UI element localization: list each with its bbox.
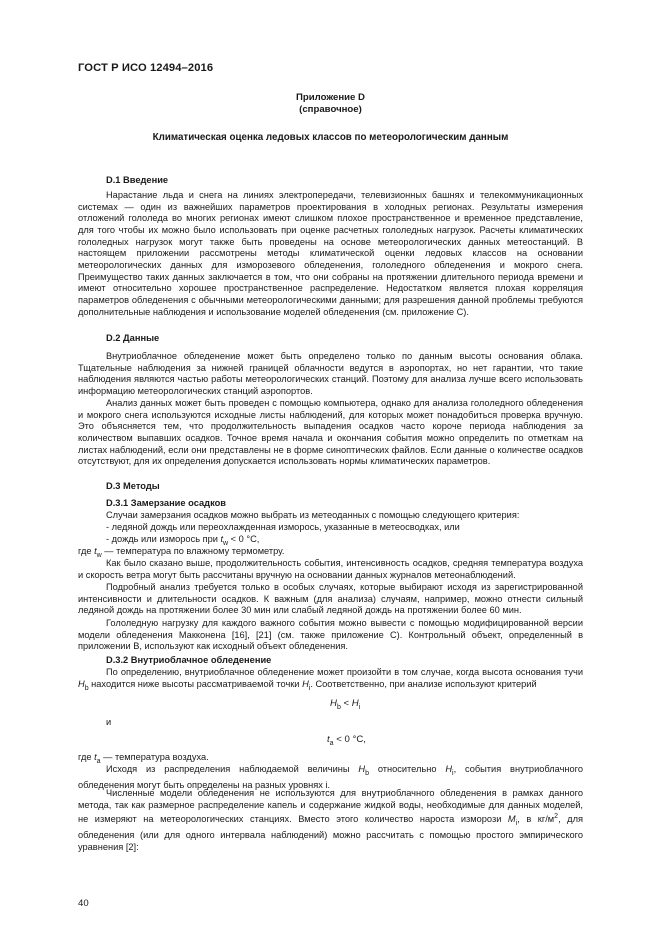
criteria-item-2: - дождь или изморось при $t_w < 0$ °С, [106, 534, 260, 547]
formula-air-temperature: $t_a < 0$ °С, [327, 734, 366, 747]
annex-kind: (справочное) [299, 104, 362, 115]
section-d1-paragraph: Нарастание льда и снега на линиях электропередачи, телевизионных башнях и телекоммуникационных системах — один из важнейших параметров проектирования в холодных регионах. Результаты измерения отложений гололеда во многих регионах имеют слишком плохое пространственное и временное представление, для того чтобы их можно было использовать при оценке расчетных гололедных нагрузок. Расчеты климатических гололедных нагрузок могут также быть проведены на основе метеорологических данных метеостанций. В настоящем приложении рассмотрены методы климатической оценки ледовых классов на основании метеорологических данных для изморозевого обледенения, гололедного обледенения и мокрого снега. Преимущество таких данных заключается в том, что они собраны на протяжении длительного периода времени и имеют относительно хорошее пространственное распределение. Недостатком является плохая корреляция параметров обледенения с обычными метеорологическими данными; для разрешения данной проблемы требуются дополнительные наблюдения и использование моделей обледенения (см. приложение С). [78, 190, 583, 317]
section-d2-paragraph-1: Внутриоблачное обледенение может быть определено только по данным высоты основания облака. Тщательные наблюдения за нижней границей облачности ведутся в аэропортах, но нет гарантии, что такие наблюдения являются частью работы метеорологических станций. Поэтому для анализа лучше всего использовать информацию метеорологических станций аэропортов. [78, 351, 583, 396]
conjunction-and: и [106, 717, 112, 727]
section-d31-heading: D.3.1 Замерзание осадков [106, 498, 226, 508]
formula-cloud-base: $H_b < H_i$ [330, 698, 361, 711]
section-d31-paragraph-3: Гололедную нагрузку для каждого важного события можно вывести с помощью модифицированной версии модели обледенения Макконена [16], [21] (см. также приложение С). Контрольный объект, определенный в приложении В, используют как исходный объект обледенения. [78, 618, 583, 652]
wet-bulb-definition: где $t_w$ — температура по влажному термометру. [78, 546, 285, 559]
annex-title: Приложение D [296, 92, 365, 103]
standard-code: ГОСТ Р ИСО 12494–2016 [78, 62, 214, 74]
annex-heading: Климатическая оценка ледовых классов по метеорологическим данным [152, 132, 509, 143]
section-d3-heading: D.3 Методы [106, 481, 160, 491]
section-d1-heading: D.1 Введение [106, 175, 169, 185]
page-number: 40 [78, 898, 89, 909]
criteria-intro: Случаи замерзания осадков можно выбрать из метеоданных с помощью следующего критерия: [106, 510, 520, 520]
section-d2-heading: D.2 Данные [106, 333, 160, 343]
criteria-item-1: - ледяной дождь или переохлажденная изморось, указанные в метеосводках, или [106, 522, 460, 532]
section-d2-paragraph-2: Анализ данных может быть проведен с помощью компьютера, однако для анализа гололедного обледенения и мокрого снега используются исходные листы наблюдений, для которых может понадобиться проверка вручную. Это объясняется тем, что продолжительность выпадения осадков часто короче периода наблюдения за количеством выпавших осадков. Точное время начала и окончания события можно определить по отметкам на листах наблюдений, если они представлены не в форме синоптических файлов. Если данные о количестве осадков отсутствуют, для их определения допускается использовать нормы климатических параметров. [78, 398, 583, 467]
section-d32-paragraph-2: Исходя из распределения наблюдаемой величины $H_b$ относительно $H_i$, события внутриоблачного обледенения могут быть определены на разных уровнях i. [78, 764, 583, 790]
section-d32-heading: D.3.2 Внутриоблачное обледенение [106, 655, 272, 665]
section-d32-paragraph-3: Численные модели обледенения не используются для внутриоблачного обледенения в рамках данного метода, так как размерное распределение капель и содержание жидкой воды, необходимые для данных моделей, не измеряют на метеорологических станциях. Вместо этого количество нароста изморози $M_i$, в $кг/м^2$, для обледенения (или для одного интервала наблюдений) можно рассчитать с помощью простого эмпирического уравнения [2]: [78, 788, 583, 852]
section-d32-paragraph-1: По определению, внутриоблачное обледенение может произойти в том случае, когда высота основания тучи $H_b$ находится ниже высоты рассматриваемой точки $H_i$. Соответственно, при анализе используют критерий [78, 667, 583, 692]
section-d31-paragraph-1: Как было сказано выше, продолжительность события, интенсивность осадков, средняя температура воздуха и скорость ветра могут быть рассчитаны вручную на основании данных журналов метеонаблюдений. [78, 558, 583, 580]
air-temperature-definition: где $t_a$ — температура воздуха. [78, 752, 209, 765]
section-d31-paragraph-2: Подробный анализ требуется только в особых случаях, которые выбирают исходя из зарегистрированной интенсивности и длительности осадков. К важным (для анализа) случаям, например, можно отнести сильный ледяной дождь на протяжении более 30 мин или слабый ледяной дождь на протяжении более 60 мин. [78, 582, 583, 616]
